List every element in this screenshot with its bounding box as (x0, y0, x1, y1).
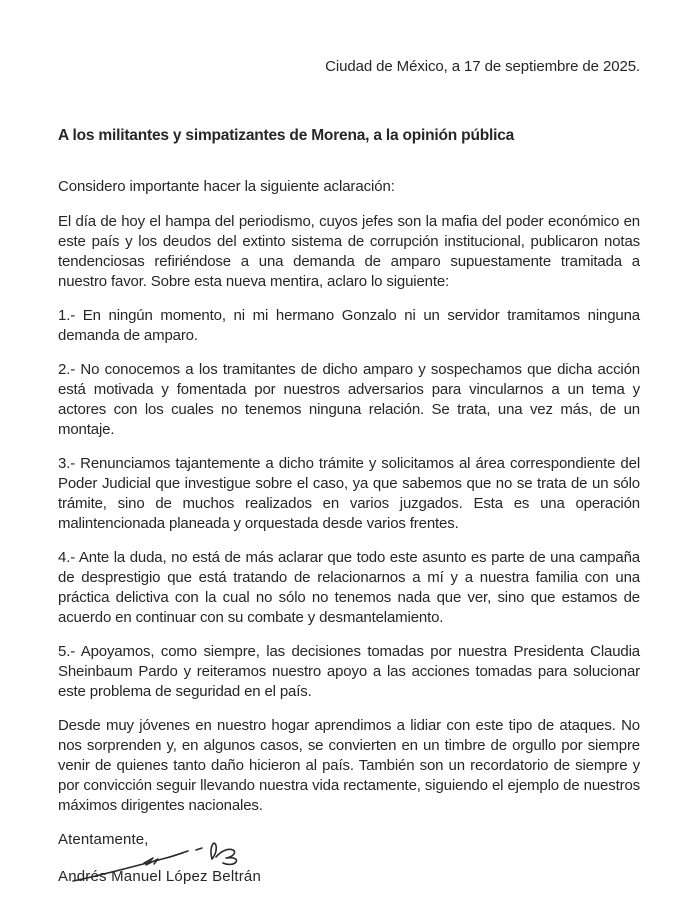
paragraph-closing-remarks: Desde muy jóvenes en nuestro hogar aprendimos a lidiar con este tipo de ataques. No nos sorprenden y, en algunos casos, se convierten en un timbre de orgullo por siempre venir de quienes tanto daño hicieron al país. También son un recordatorio de siempre y por convicción seguir llevando nuestra vida rectamente, siguiendo el ejemplo de nuestros máximos dirigentes nacionales. (58, 717, 640, 814)
paragraph-point-4: 4.- Ante la duda, no está de más aclarar que todo este asunto es parte de una campaña de desprestigio que está tratando de relacionarnos a mí y a nuestra familia con una práctica delictiva con la cual no sólo no tenemos nada que ver, sino que estamos de acuerdo en continuar con su combate y desmantelamiento. (58, 549, 640, 626)
closing-line: Atentamente, (58, 831, 149, 848)
paragraph-opening: El día de hoy el hampa del periodismo, cuyos jefes son la mafia del poder económico en este país y los deudos del extinto sistema de corrupción institucional, publicaron notas tendenciosas refiriéndose a una demanda de amparo supuestamente tramitada a nuestro favor. Sobre esta nueva mentira, aclaro lo siguiente: (58, 213, 640, 290)
intro-line: Considero importante hacer la siguiente aclaración: (58, 178, 395, 195)
paragraph-point-5: 5.- Apoyamos, como siempre, las decisiones tomadas por nuestra Presidenta Claudia Sheinbaum Pardo y reiteramos nuestro apoyo a las acciones tomadas para solucionar este problema de seguridad en el país. (58, 643, 640, 700)
paragraph-point-3: 3.- Renunciamos tajantemente a dicho trámite y solicitamos al área correspondiente del Poder Judicial que investigue sobre el caso, ya que sabemos que no se trata de un sólo trámite, sino de muchos realizados en varios juzgados. Esta es una operación malintencionada planeada y orquestada desde varios frentes. (58, 455, 640, 532)
salutation-heading: A los militantes y simpatizantes de Morena, a la opinión pública (58, 127, 515, 144)
paragraph-point-2: 2.- No conocemos a los tramitantes de dicho amparo y sospechamos que dicha acción está motivada y fomentada por nuestros adversarios para vincularnos a un tema y actores con los cuales no tenemos ninguna relación. Se trata, una vez más, de un montaje. (58, 361, 640, 438)
signer-name: Andrés Manuel López Beltrán (58, 868, 262, 885)
date-line: Ciudad de México, a 17 de septiembre de 2025. (325, 58, 640, 75)
signature-block (58, 830, 640, 887)
paragraph-point-1: 1.- En ningún momento, ni mi hermano Gonzalo ni un servidor tramitamos ninguna demanda de amparo. (58, 307, 640, 344)
